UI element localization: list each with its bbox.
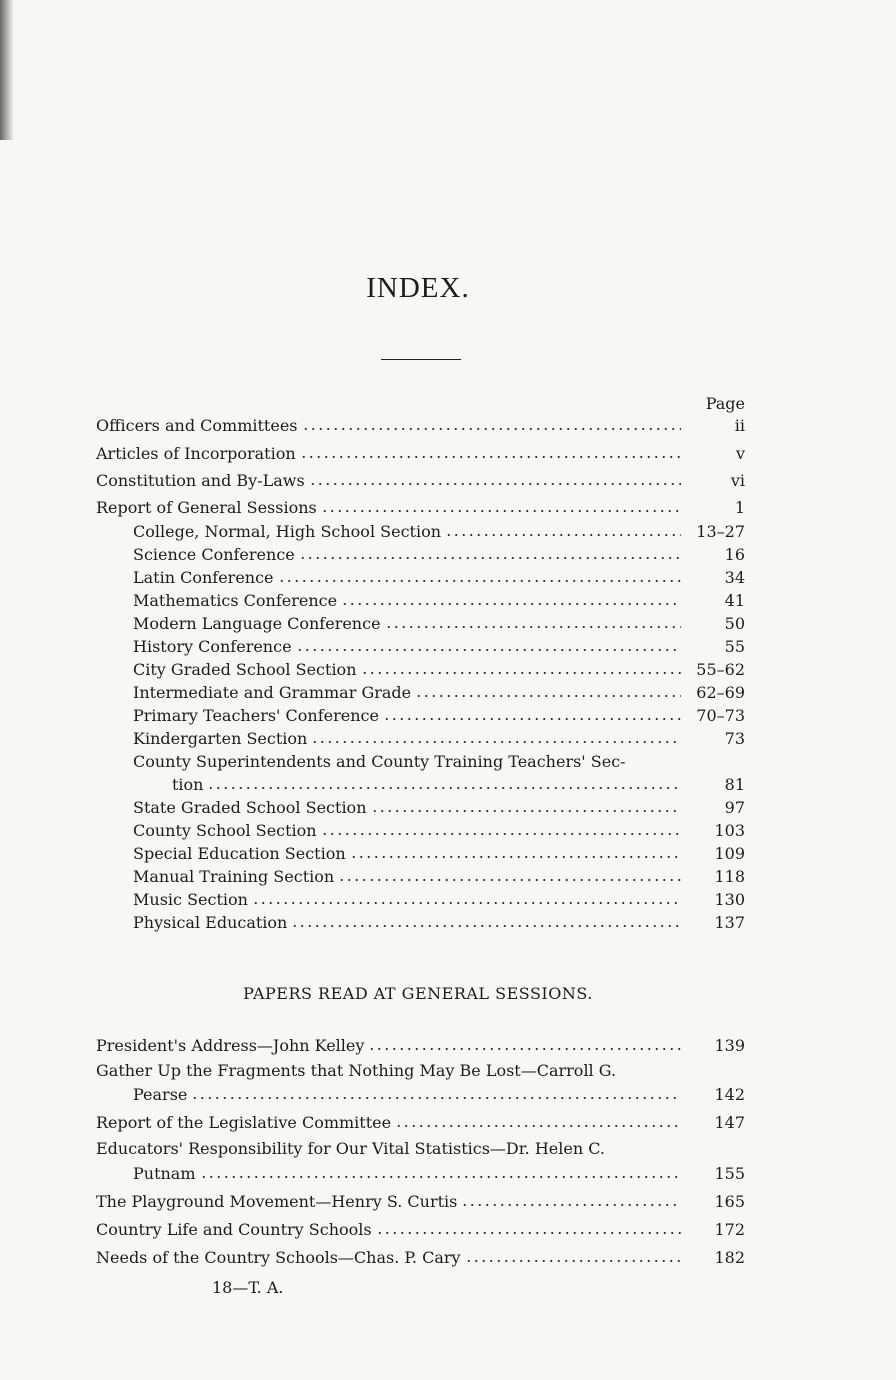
entry-page: 81 [724,775,745,794]
leader-dots [368,1047,681,1051]
index-entry [96,442,745,464]
leader-dots [361,671,682,675]
entry-page: 118 [714,867,745,886]
entry-page: 13–27 [696,522,745,541]
leader-dots [291,924,681,928]
leader-dots [309,482,681,486]
index-subentry [133,589,745,611]
signature-mark: 18—T. A. [212,1278,284,1297]
paper-label-line2: Pearse [133,1085,188,1104]
entry-label: Constitution and By-Laws [96,471,305,490]
paper-label: Country Life and Country Schools [96,1220,372,1239]
leader-dots [338,878,681,882]
leader-dots [207,786,681,790]
entry-label-line1: County Superintendents and County Training Teachers' Sec- [133,752,626,771]
entry-page: 137 [714,913,745,932]
entry-page: 130 [714,890,745,909]
paper-page: 139 [714,1036,745,1055]
entry-page: 1 [734,498,745,517]
entry-label: Manual Training Section [133,867,335,886]
entry-page: 41 [724,591,745,610]
index-subentry [133,842,745,864]
entry-page: vi [730,471,745,490]
entry-label: Articles of Incorporation [96,444,296,463]
entry-label: State Graded School Section [133,798,367,817]
index-subentry [133,520,745,542]
index-subentry [133,704,745,726]
title-rule [381,359,461,360]
paper-page: 147 [714,1113,745,1132]
paper-entry [96,1218,745,1240]
leader-dots [191,1096,681,1100]
paper-entry [96,1111,745,1133]
entry-label: Modern Language Conference [133,614,381,633]
paper-page: 182 [714,1248,745,1267]
entry-page: 16 [724,545,745,564]
leader-dots [371,809,682,813]
entry-label: Music Section [133,890,248,909]
entry-label: Physical Education [133,913,288,932]
entry-label: College, Normal, High School Section [133,522,442,541]
leader-dots [395,1124,681,1128]
page-edge-shadow [0,0,14,140]
leader-dots [299,556,681,560]
entry-page: 73 [724,729,745,748]
index-subentry [133,681,745,703]
index-subentry [133,865,745,887]
entry-page: 97 [724,798,745,817]
index-subentry [133,543,745,565]
paper-page: 172 [714,1220,745,1239]
index-subentry [133,888,745,910]
leader-dots [300,455,681,459]
index-subentry [172,773,745,795]
paper-label: President's Address—John Kelley [96,1036,365,1055]
index-entry [96,496,745,518]
entry-label-line2: tion [172,775,204,794]
entry-page: 50 [724,614,745,633]
leader-dots [311,740,681,744]
paper-page: 155 [714,1164,745,1183]
entry-page: 34 [724,568,745,587]
leader-dots [278,579,681,583]
paper-label-line2: Putnam [133,1164,196,1183]
index-subentry [133,727,745,749]
entry-label: Primary Teachers' Conference [133,706,379,725]
leader-dots [376,1231,681,1235]
index-entry [96,414,745,436]
paper-entry [133,1083,745,1105]
page-column-header: Page [705,394,745,413]
leader-dots [296,648,681,652]
entry-page: 62–69 [696,683,745,702]
entry-page: 55 [724,637,745,656]
entry-label: Mathematics Conference [133,591,338,610]
paper-entry [96,1190,745,1212]
leader-dots [445,533,681,537]
entry-label: Special Education Section [133,844,346,863]
leader-dots [341,602,681,606]
entry-label: County School Section [133,821,317,840]
paper-label-line1: Educators' Responsibility for Our Vital Statistics—Dr. Helen C. [96,1139,605,1158]
entry-label: Science Conference [133,545,295,564]
paper-page: 142 [714,1085,745,1104]
paper-entry [96,1034,745,1056]
index-subentry [133,566,745,588]
entry-label: Kindergarten Section [133,729,308,748]
page-title: INDEX. [366,272,470,304]
leader-dots [302,427,682,431]
index-entry [96,469,745,491]
entry-page: v [735,444,745,463]
leader-dots [321,832,681,836]
leader-dots [321,509,681,513]
index-subentry [133,612,745,634]
index-subentry [133,635,745,657]
leader-dots [461,1203,681,1207]
paper-page: 165 [714,1192,745,1211]
paper-label: Report of the Legislative Committee [96,1113,392,1132]
entry-label: City Graded School Section [133,660,357,679]
leader-dots [383,717,681,721]
leader-dots [350,855,681,859]
paper-label: The Playground Movement—Henry S. Curtis [96,1192,458,1211]
entry-label: Report of General Sessions [96,498,317,517]
entry-page: 109 [714,844,745,863]
leader-dots [415,694,681,698]
index-subentry [133,911,745,933]
entry-label: Latin Conference [133,568,274,587]
paper-entry [133,1162,745,1184]
index-subentry [133,819,745,841]
entry-page: 55–62 [696,660,745,679]
entry-label: Officers and Committees [96,416,298,435]
leader-dots [252,901,681,905]
index-subentry [133,796,745,818]
entry-label: History Conference [133,637,292,656]
entry-page: 70–73 [696,706,745,725]
papers-heading: PAPERS READ AT GENERAL SESSIONS. [243,984,593,1003]
leader-dots [385,625,681,629]
paper-label-line1: Gather Up the Fragments that Nothing May Be Lost—Carroll G. [96,1061,617,1080]
leader-dots [465,1259,681,1263]
index-subentry [133,658,745,680]
leader-dots [200,1175,681,1179]
paper-entry [96,1246,745,1268]
paper-label: Needs of the Country Schools—Chas. P. Cary [96,1248,461,1267]
entry-label: Intermediate and Grammar Grade [133,683,412,702]
entry-page: 103 [714,821,745,840]
entry-page: ii [734,416,745,435]
